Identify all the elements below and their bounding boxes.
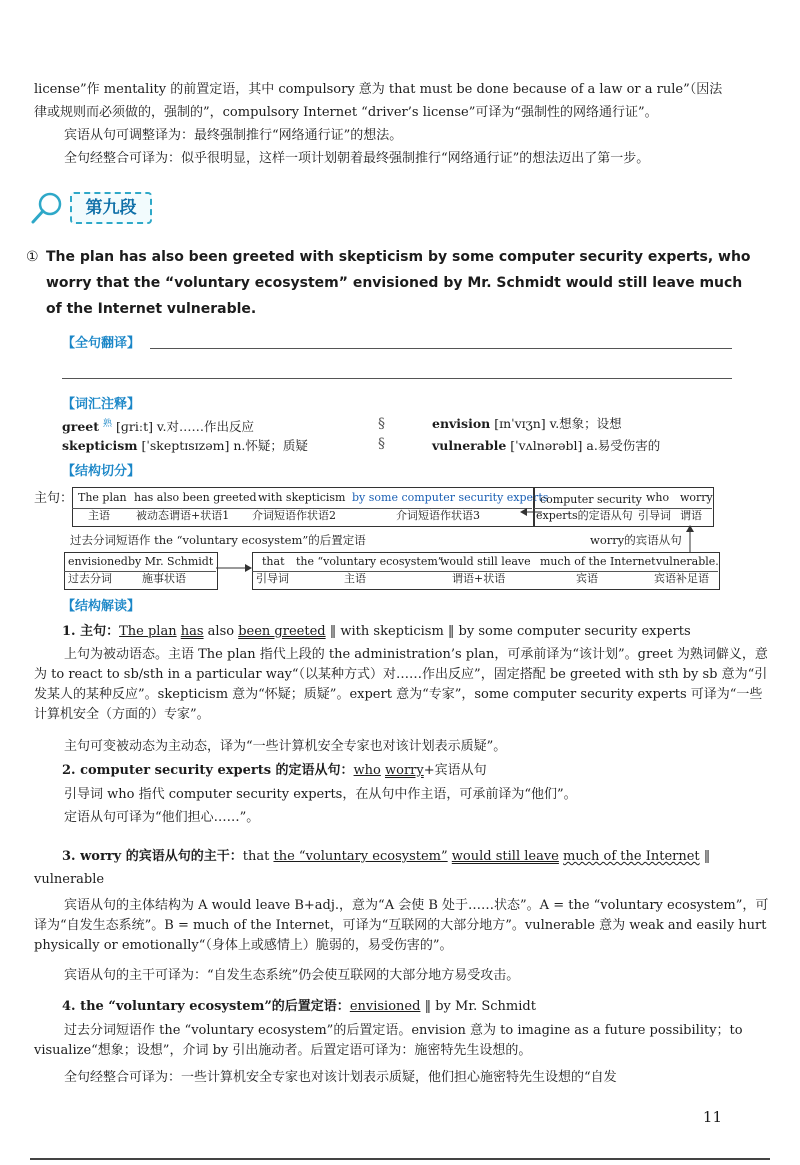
part-seg-1: envisioned	[68, 555, 128, 568]
rel-gram-3: 谓语	[680, 509, 702, 522]
vocab-word: envision	[432, 416, 491, 431]
top-line-1: license”作 mentality 的前置定语，其中 compulsory 意为 that must be done because of a law or a rule”（因法	[34, 82, 723, 97]
vocab-envision	[432, 414, 622, 434]
structure-tag: 【结构切分】	[62, 464, 141, 479]
section-title: 第九段	[70, 192, 152, 224]
verb-part: been greeted	[238, 624, 326, 639]
rel-gram-1: experts的定语从句	[536, 509, 633, 522]
adverb: also	[207, 624, 235, 639]
arrow-up	[684, 525, 696, 553]
rel-seg-worry: worry	[680, 491, 713, 504]
separator: ‖	[703, 849, 711, 864]
analysis-p4: 定语从句可译为“他们担心……”。	[64, 810, 260, 825]
vocab-def: [ɪnˈvɪʒn] v.想象；设想	[494, 416, 622, 431]
mark-icon: 熟	[103, 419, 113, 429]
analysis-h1	[62, 622, 770, 642]
sentence-marker: ①	[26, 249, 39, 265]
translation-line-2	[62, 378, 732, 379]
verb-part: would still leave	[451, 849, 559, 864]
rel-seg-who: who	[646, 491, 670, 504]
vocab-skepticism	[62, 436, 308, 456]
section-heading	[30, 188, 160, 228]
analysis-h3	[62, 847, 770, 867]
heading-label: 2. computer security experts 的定语从句：	[62, 763, 354, 778]
part-gram-2: 施事状语	[142, 572, 186, 585]
part-gram-1: 过去分词	[68, 572, 112, 585]
vocab-greet	[62, 414, 254, 437]
translation-tag: 【全句翻译】	[62, 336, 141, 351]
modifiers: ‖ with skepticism ‖ by some computer security experts	[329, 624, 691, 639]
verb-part: has	[180, 624, 204, 639]
note-right: worry的宾语从句	[590, 533, 682, 547]
vocab-word: vulnerable	[432, 438, 507, 453]
analysis-p3: 引导词 who 指代 computer security experts，在从句中作主语，可承前译为“他们”。	[64, 787, 577, 802]
analysis-p6: 宾语从句的主干可译为：“自发生态系统”仍会使互联网的大部分地方易受攻击。	[64, 968, 520, 983]
object: much of the Internet	[563, 849, 700, 864]
vocab-tag: 【词汇注释】	[62, 397, 141, 412]
subject: who	[353, 763, 381, 778]
main-seg-1: The plan	[78, 491, 127, 504]
modifiers: ‖ by Mr. Schmidt	[424, 999, 536, 1014]
page-number: 11	[702, 1108, 722, 1126]
main-clause-label: 主句：	[34, 491, 74, 506]
vocab-word: greet	[62, 419, 100, 435]
rel-gram-2: 引导词	[638, 509, 671, 522]
subject: The plan	[119, 624, 177, 639]
obj-gram-1: 引导词	[256, 572, 289, 585]
heading-label: 3. worry 的宾语从句的主干：	[62, 849, 243, 864]
main-gram-4: 介词短语作状语3	[396, 509, 480, 522]
original-sentence	[26, 244, 760, 322]
main-gram-1: 主语	[88, 509, 110, 522]
analysis-tag: 【结构解读】	[62, 599, 141, 614]
heading-label: 1. 主句：	[62, 624, 120, 639]
vocab-def: [ˈvʌlnərəbl] a.易受伤害的	[510, 438, 661, 453]
vocab-def: [ˈskeptɪsɪzəm] n.怀疑；质疑	[141, 438, 308, 453]
translation-line-1	[150, 348, 732, 349]
analysis-h4	[62, 997, 770, 1017]
obj-seg-4: much of the Internet	[540, 555, 656, 568]
main-seg-4: by some computer security experts	[352, 491, 549, 504]
vocab-word: skepticism	[62, 438, 138, 453]
top-line-3: 宾语从句可调整译为：最终强制推行“网络通行证”的想法。	[64, 128, 403, 143]
analysis-h2	[62, 761, 770, 781]
part-seg-2: by Mr. Schmidt	[128, 555, 214, 568]
participle: envisioned	[349, 999, 421, 1014]
analysis-p1: 上句为被动语态。主语 The plan 指代上段的 the administration’s plan，可承前译为“该计划”。greet 为熟词僻义，意为 to react to sb/sth in a particular way“（以某种方式）对……作出反应”，固定搭配 be greeted with sth by sb 意为“引发某人的某种反应”。skepticism 意为“怀疑；质疑”。expert 意为“专家”，some computer security experts 可译为“一些计算机安全（方面的）专家”。	[34, 647, 768, 722]
main-seg-3: with skepticism	[258, 491, 346, 504]
analysis-p2: 主句可变被动态为主动态，译为“一些计算机安全专家也对该计划表示质疑”。	[64, 739, 507, 754]
analysis-p7: 过去分词短语作 the “voluntary ecosystem”的后置定语。envision 意为 to imagine as a future possibility；to visualize“想象；设想”，介词 by 引出施动者。后置定语可译为：施密特先生设想的。	[34, 1023, 743, 1058]
obj-seg-3: would still leave	[440, 555, 531, 568]
verb-part: worry	[385, 763, 424, 778]
subject: the “voluntary ecosystem”	[273, 849, 448, 864]
main-seg-2: has also been greeted	[134, 491, 257, 504]
obj-gram-5: 宾语补足语	[654, 572, 709, 585]
connector: that	[242, 849, 270, 864]
vocab-vulnerable	[432, 436, 660, 456]
obj-seg-5: vulnerable.	[656, 555, 719, 568]
obj-gram-4: 宾语	[576, 572, 598, 585]
obj-gram-3: 谓语+状语	[452, 572, 506, 585]
obj-seg-2: the “voluntary ecosystem”	[296, 555, 444, 568]
analysis-p5: 宾语从句的主体结构为 A would leave B+adj.，意为“A 会使 B 处于……状态”。A = the “voluntary ecosystem”，可译为“自发生态系统”。B = much of the Internet，可译为“互联网的大部分地方”。vulnerable 意为 weak and easily hurt physically or emotionally“（身体上或感情上）脆弱的，易受伤害的”。	[34, 898, 769, 953]
analysis-p8: 全句经整合可译为：一些计算机安全专家也对该计划表示质疑，他们担心施密特先生设想的“自发	[64, 1070, 617, 1085]
main-gram-2: 被动态谓语+状语1	[136, 509, 230, 522]
magnifier-icon	[30, 190, 66, 226]
obj-seg-1: that	[262, 555, 285, 568]
vocab-divider: § §	[378, 416, 385, 452]
heading-label: 4. the “voluntary ecosystem”的后置定语：	[62, 999, 350, 1014]
top-line-4: 全句经整合可译为：似乎很明显，这样一项计划朝着最终强制推行“网络通行证”的想法迈出了第一步。	[64, 151, 650, 166]
modifiers: +宾语从句	[423, 763, 487, 778]
original-text: The plan has also been greeted with skepticism by some computer security experts, who worry that the “voluntary ecosystem” envisioned by Mr. Schmidt would still leave much of the Internet vulnerable.	[46, 249, 751, 317]
analysis-h3-cont: vulnerable	[34, 872, 105, 887]
main-gram-3: 介词短语作状语2	[252, 509, 336, 522]
note-left: 过去分词短语作 the “voluntary ecosystem”的后置定语	[70, 533, 366, 547]
arrow-right	[216, 562, 252, 574]
obj-gram-2: 主语	[344, 572, 366, 585]
bottom-rule	[30, 1158, 770, 1160]
top-line-2: 律或规则而必须做的，强制的”，compulsory Internet “driver’s license”可译为“强制性的网络通行证”。	[34, 105, 658, 120]
vocab-def: [ɡriːt] v.对……作出反应	[116, 419, 254, 435]
rel-seg-1: computer security	[540, 493, 642, 506]
